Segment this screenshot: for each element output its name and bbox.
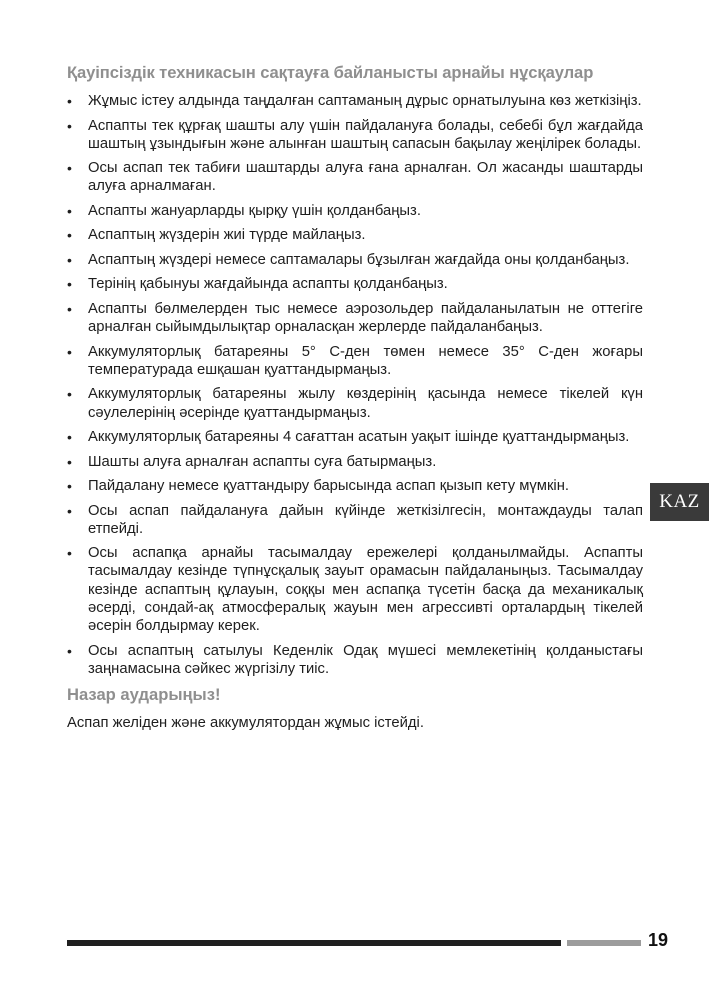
list-item (67, 343, 643, 379)
list-item (67, 92, 643, 110)
list-item (67, 159, 643, 195)
list-item-text: Аспаптың жүздері немесе саптамалары бұзылған жағдайда оны қолданбаңыз. (88, 251, 630, 268)
list-item (67, 275, 643, 293)
list-item-text: Аккумуляторлық батареяны 4 сағаттан асатын уақыт ішінде қуаттандырмаңыз. (88, 429, 630, 446)
attention-heading: Назар аударыңыз! (67, 685, 221, 705)
bullet-icon: • (67, 343, 72, 360)
list-item (67, 251, 643, 269)
list-item (67, 226, 643, 244)
bullet-icon: • (67, 93, 72, 109)
bullet-icon: • (67, 453, 72, 470)
footer-bar-dark (67, 940, 561, 946)
list-item (67, 544, 643, 635)
list-item (67, 642, 643, 678)
list-item (67, 477, 643, 495)
list-item-text: Осы аспап тек табиғи шаштарды алуға ғана арналған. Ол жасанды шаштарды алуға арналмаған. (88, 160, 643, 195)
list-item-text: Осы аспапқа арнайы тасымалдау ережелері қолданылмайды. Аспапты тасымалдау кезінде түпнұсқалық зауыт орамасын пайдаланыңыз. Тасымалдау кезінде аспаптың құлауын, соққы мен аспапқа түсетін басқа да механикалық әсерді, сондай-ақ атмосфералық жауын мен агрессивті орталардың тікелей әсерін болдырмау керек. (88, 545, 643, 635)
language-tab: KAZ (650, 483, 709, 521)
bullet-icon: • (67, 545, 72, 562)
footer-bar-light (567, 940, 641, 946)
list-item (67, 117, 643, 153)
list-item (67, 428, 643, 446)
list-item-text: Аспапты тек құрғақ шашты алу үшін пайдалануға болады, себебі бұл жағдайда шаштың ұзындығын және алынған шаштың сапасын бақылау жеңілірек болады. (88, 117, 643, 152)
list-item-text: Жұмыс істеу алдында таңдалған саптаманың дұрыс орнатылуына көз жеткізіңіз. (88, 93, 642, 109)
list-item-text: Осы аспап пайдалануға дайын күйінде жеткізілгесін, монтаждауды талап етпейді. (88, 502, 643, 537)
list-item-text: Терінің қабынуы жағдайында аспапты қолданбаңыз. (88, 276, 448, 293)
bullet-icon: • (67, 117, 72, 134)
list-item (67, 202, 643, 220)
bullet-icon: • (67, 251, 72, 268)
page-number: 19 (648, 930, 669, 950)
bullet-icon: • (67, 160, 72, 177)
list-item (67, 385, 643, 421)
page-content (67, 62, 643, 732)
bullet-icon: • (67, 478, 72, 495)
bullet-icon: • (67, 386, 72, 403)
bullet-icon: • (67, 642, 72, 659)
list-item-text: Осы аспаптың сатылуы Кеденлік Одақ мүшесі мемлекетінің қолданыстағы заңнамасына сәйкес жүргізілу тиіс. (88, 642, 643, 677)
bullet-icon: • (67, 227, 72, 244)
list-item (67, 453, 643, 471)
list-item (67, 300, 643, 336)
bullet-icon: • (67, 300, 72, 317)
bullet-icon: • (67, 202, 72, 219)
bullet-icon: • (67, 429, 72, 446)
list-item-text: Шашты алуға арналған аспапты суға батырмаңыз. (88, 453, 437, 470)
bullet-icon: • (67, 276, 72, 293)
attention-text: Аспап желіден және аккумулятордан жұмыс істейді. (67, 715, 424, 732)
list-item-text: Аккумуляторлық батареяны 5° С-ден төмен немесе 35° С-ден жоғары температурада ешқашан қуаттандырмаңыз. (88, 343, 643, 378)
safety-heading: Қауіпсіздік техникасын сақтауға байланысты арнайы нұсқаулар (67, 63, 594, 82)
safety-instructions-list (67, 92, 643, 678)
bullet-icon: • (67, 502, 72, 519)
list-item-text: Аспапты жануарларды қырқу үшін қолданбаңыз. (88, 202, 421, 219)
list-item-text: Аспапты бөлмелерден тыс немесе аэрозольдер пайдаланылатын не оттегіге арналған сыйымдылықтар орналасқан жерлерде пайдаланбаңыз. (88, 300, 643, 336)
list-item-text: Аспаптың жүздерін жиі түрде майлаңыз. (88, 227, 366, 244)
list-item-text: Аккумуляторлық батареяны жылу көздерінің қасында немесе тікелей күн сәулелерінің әсерінде қуаттандырмаңыз. (88, 386, 643, 421)
list-item-text: Пайдалану немесе қуаттандыру барысында аспап қызып кету мүмкін. (88, 478, 569, 495)
list-item (67, 502, 643, 538)
